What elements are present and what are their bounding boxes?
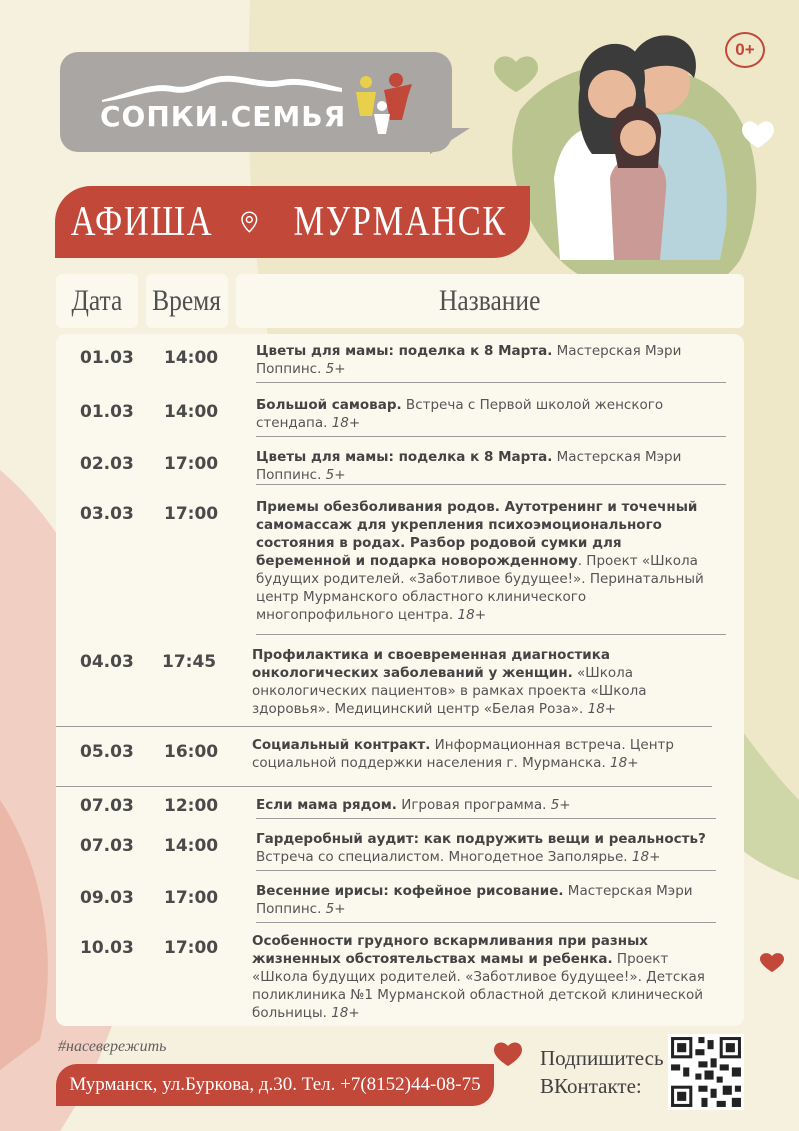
logo-speech-tail <box>430 128 470 154</box>
location-pin-icon <box>241 200 258 244</box>
event-description: Цветы для мамы: поделка к 8 Марта. Мастерская Мэри Поппинс. 5+ <box>256 343 682 377</box>
subscribe-line-2: ВКонтакте: <box>540 1074 642 1098</box>
event-row <box>56 440 744 490</box>
row-divider <box>256 382 726 383</box>
events-table <box>56 334 744 1026</box>
subscribe-text <box>540 1044 664 1100</box>
event-time: 12:00 <box>164 796 219 816</box>
hashtag: #насевережить <box>58 1038 167 1055</box>
header-time: Время <box>146 274 228 328</box>
event-date: 01.03 <box>80 402 134 422</box>
event-date: 02.03 <box>80 454 134 474</box>
event-date: 01.03 <box>80 348 134 368</box>
event-row <box>56 924 744 1024</box>
age-rating-badge: 0+ <box>725 32 765 68</box>
title-right: МУРМАНСК <box>292 199 507 245</box>
row-divider <box>56 726 712 727</box>
event-description: Большой самовар. Встреча с Первой школой женского стендапа. 18+ <box>256 397 664 431</box>
event-description: Социальный контракт. Информационная встреча. Центр социальной поддержки населения г. Мурманска. 18+ <box>252 737 674 771</box>
event-time: 14:00 <box>164 348 219 368</box>
event-row <box>56 490 744 636</box>
header-name: Название <box>236 274 744 328</box>
header-date: Дата <box>56 274 138 328</box>
logo-text: СОПКИ.СЕМЬЯ <box>100 100 347 133</box>
event-description: Цветы для мамы: поделка к 8 Марта. Мастерская Мэри Поппинс. 5+ <box>256 449 682 483</box>
event-time: 17:00 <box>164 888 219 908</box>
row-divider <box>256 818 716 819</box>
event-time: 14:00 <box>164 836 219 856</box>
event-row <box>56 388 744 438</box>
family-logo-icon <box>352 72 416 136</box>
mountains-icon <box>102 70 342 102</box>
event-row <box>56 334 744 384</box>
family-illustration <box>540 28 740 260</box>
subscribe-line-1: Подпишитесь <box>540 1046 664 1070</box>
event-time: 14:00 <box>164 402 219 422</box>
event-date: 07.03 <box>80 796 134 816</box>
event-time: 17:00 <box>164 454 219 474</box>
event-row <box>56 728 744 782</box>
event-description: Особенности грудного вскармливания при разных жизненных обстоятельствах мамы и ребенка. Проект «Школа будущих родителей. «Заботливое будущее!». Детская поликлиника №1 Мурманской областной детской клинической больницы. 18+ <box>252 933 705 1021</box>
qr-code-icon[interactable] <box>668 1034 744 1110</box>
logo <box>60 52 452 152</box>
event-date: 10.03 <box>80 938 134 958</box>
event-date: 09.03 <box>80 888 134 908</box>
event-date: 03.03 <box>80 504 134 524</box>
event-row <box>56 638 744 724</box>
event-date: 05.03 <box>80 742 134 762</box>
title-left: АФИША <box>70 199 214 245</box>
event-time: 17:45 <box>162 652 217 672</box>
event-description: Весенние ирисы: кофейное рисование. Мастерская Мэри Поппинс. 5+ <box>256 883 693 917</box>
event-description: Приемы обезболивания родов. Аутотренинг и точечный самомассаж для укрепления психоэмоционального состояния в родах. Разбор родовой сумки для беременной и подарка новорожденному. Проект «Школа будущих родителей. «Заботливое будущее!». Перинатальный центр Мурманского областного клинического многопрофильного центра. 18+ <box>256 499 704 623</box>
event-row <box>56 822 744 872</box>
event-row <box>56 874 744 924</box>
title-ribbon <box>55 186 530 258</box>
address-bar: Мурманск, ул.Буркова, д.30. Тел. +7(8152)44-08-75 <box>56 1064 494 1106</box>
event-description: Гардеробный аудит: как подружить вещи и реальность? Встреча со специалистом. Многодетное Заполярье. 18+ <box>256 831 706 865</box>
event-date: 04.03 <box>80 652 134 672</box>
row-divider <box>256 922 716 923</box>
event-row <box>56 786 744 822</box>
event-time: 17:00 <box>164 938 219 958</box>
event-time: 17:00 <box>164 504 219 524</box>
event-time: 16:00 <box>164 742 219 762</box>
event-description: Профилактика и своевременная диагностика онкологических заболеваний у женщин. «Школа онкологических пациентов» в рамках проекта «Школа здоровья». Медицинский центр «Белая Роза». 18+ <box>252 647 647 717</box>
row-divider <box>256 436 726 437</box>
row-divider <box>256 484 726 485</box>
row-divider <box>256 634 726 635</box>
event-description: Если мама рядом. Игровая программа. 5+ <box>256 797 571 813</box>
row-divider <box>256 870 716 871</box>
event-date: 07.03 <box>80 836 134 856</box>
